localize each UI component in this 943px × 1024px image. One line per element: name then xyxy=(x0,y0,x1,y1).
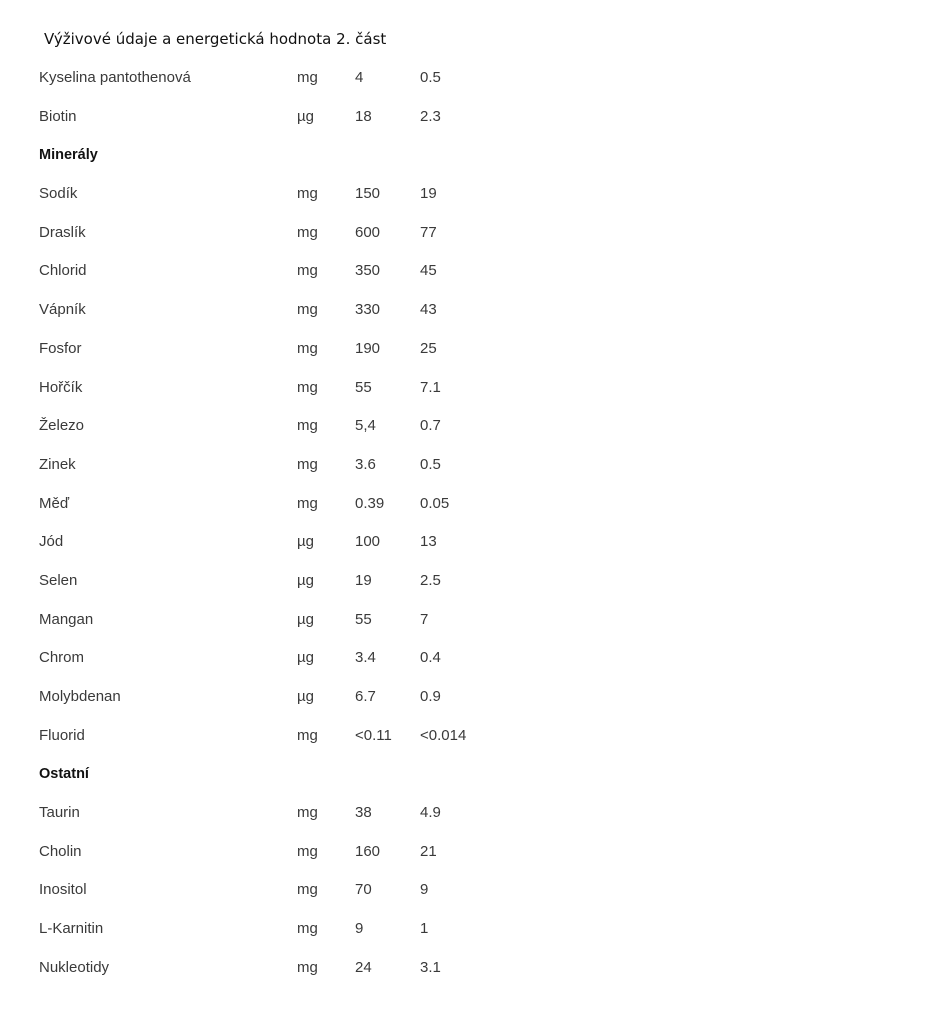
table-row xyxy=(39,678,539,717)
table-row xyxy=(39,175,539,214)
nutrient-unit: µg xyxy=(297,688,314,705)
nutrient-value-1: 150 xyxy=(355,185,381,203)
nutrient-name: Zinek xyxy=(39,455,76,473)
nutrient-name: Selen xyxy=(39,571,78,589)
nutrient-value-1: 19 xyxy=(355,571,372,589)
nutrient-name: Fosfor xyxy=(39,339,82,357)
nutrient-value-2: 1 xyxy=(420,920,429,938)
nutrient-value-2: 0.5 xyxy=(420,455,441,473)
nutrient-value-1: 330 xyxy=(355,301,381,319)
table-row xyxy=(39,871,539,910)
nutrient-value-2: 0.05 xyxy=(420,494,450,512)
nutrient-unit: mg xyxy=(297,378,318,396)
nutrient-value-2: 7 xyxy=(420,610,429,628)
table-row xyxy=(39,485,539,524)
nutrient-unit: mg xyxy=(297,804,318,822)
nutrient-unit: mg xyxy=(297,842,318,860)
nutrient-name: Mangan xyxy=(39,610,94,628)
nutrient-value-1: 18 xyxy=(355,107,372,125)
nutrient-value-1: 9 xyxy=(355,920,364,938)
nutrient-value-1: 3.4 xyxy=(355,649,376,667)
section-heading xyxy=(39,136,539,175)
nutrient-value-2: 19 xyxy=(420,185,437,203)
table-row xyxy=(39,214,539,253)
nutrient-unit: mg xyxy=(297,958,318,976)
nutrient-value-2: 0.5 xyxy=(420,69,441,86)
nutrient-unit: mg xyxy=(297,455,318,473)
nutrient-unit: mg xyxy=(297,301,318,319)
nutrient-unit: mg xyxy=(297,223,318,241)
table-row xyxy=(39,833,539,872)
nutrient-unit: mg xyxy=(297,417,318,435)
nutrient-value-2: 0.4 xyxy=(420,649,441,667)
nutrient-name: Kyselina pantothenová xyxy=(39,69,191,86)
nutrient-value-2: 77 xyxy=(420,223,437,241)
nutrient-unit: mg xyxy=(297,262,318,280)
nutrient-value-2: 13 xyxy=(420,533,437,551)
section-heading-label: Ostatní xyxy=(39,766,89,783)
table-row xyxy=(39,794,539,833)
nutrient-unit: µg xyxy=(297,533,314,551)
nutrient-unit: µg xyxy=(297,107,314,125)
section-heading xyxy=(39,755,539,794)
nutrient-value-2: 45 xyxy=(420,262,437,280)
nutrient-value-1: <0.11 xyxy=(355,726,392,744)
nutrient-value-1: 350 xyxy=(355,262,381,280)
nutrient-name: Inositol xyxy=(39,881,87,899)
nutrient-value-1: 6.7 xyxy=(355,688,376,705)
nutrient-name: Fluorid xyxy=(39,726,85,744)
nutrient-unit: mg xyxy=(297,69,318,86)
nutrient-name: Nukleotidy xyxy=(39,958,110,976)
nutrient-unit: mg xyxy=(297,726,318,744)
table-row xyxy=(39,601,539,640)
page-title: Výživové údaje a energetická hodnota 2. část xyxy=(44,30,387,48)
table-row xyxy=(39,407,539,446)
nutrient-name: Cholin xyxy=(39,842,82,860)
table-row xyxy=(39,639,539,678)
table-row xyxy=(39,59,539,98)
table-row xyxy=(39,717,539,756)
table-row xyxy=(39,910,539,949)
nutrient-name: Taurin xyxy=(39,804,80,822)
nutrient-value-2: 2.5 xyxy=(420,571,441,589)
nutrient-name: Chrom xyxy=(39,649,85,667)
nutrient-value-2: <0.014 xyxy=(420,726,467,744)
nutrient-unit: mg xyxy=(297,494,318,512)
table-row xyxy=(39,252,539,291)
nutrient-name: Vápník xyxy=(39,301,86,319)
nutrient-value-1: 3.6 xyxy=(355,455,376,473)
section-heading-label: Minerály xyxy=(39,147,98,164)
nutrient-unit: µg xyxy=(297,649,314,667)
nutrient-name: Měď xyxy=(39,494,70,512)
nutrient-value-2: 7.1 xyxy=(420,378,441,396)
nutrient-name: Železo xyxy=(39,417,85,435)
table-row xyxy=(39,291,539,330)
nutrient-value-1: 5,4 xyxy=(355,417,376,435)
table-row xyxy=(39,523,539,562)
nutrient-unit: mg xyxy=(297,920,318,938)
nutrient-name: Molybdenan xyxy=(39,688,121,705)
table-row xyxy=(39,369,539,408)
nutrient-value-1: 0.39 xyxy=(355,494,385,512)
table-row xyxy=(39,949,539,988)
nutrient-value-2: 9 xyxy=(420,881,429,899)
nutrient-value-2: 21 xyxy=(420,842,437,860)
nutrient-value-1: 160 xyxy=(355,842,381,860)
nutrient-value-2: 0.7 xyxy=(420,417,441,435)
nutrient-name: Jód xyxy=(39,533,64,551)
table-row xyxy=(39,562,539,601)
nutrient-value-1: 190 xyxy=(355,339,381,357)
table-row xyxy=(39,330,539,369)
table-row xyxy=(39,446,539,485)
nutrient-name: L-Karnitin xyxy=(39,920,104,938)
nutrient-unit: µg xyxy=(297,610,314,628)
nutrient-value-2: 0.9 xyxy=(420,688,441,705)
nutrient-value-1: 600 xyxy=(355,223,381,241)
nutrient-name: Draslík xyxy=(39,223,86,241)
nutrient-value-1: 24 xyxy=(355,958,372,976)
nutrient-value-1: 70 xyxy=(355,881,372,899)
nutrient-value-2: 4.9 xyxy=(420,804,441,822)
nutrient-value-1: 38 xyxy=(355,804,372,822)
nutrient-value-1: 55 xyxy=(355,378,372,396)
nutrient-unit: mg xyxy=(297,881,318,899)
nutrient-unit: mg xyxy=(297,339,318,357)
nutrient-value-1: 100 xyxy=(355,533,381,551)
nutrient-value-2: 3.1 xyxy=(420,958,441,976)
nutrient-unit: mg xyxy=(297,185,318,203)
nutrient-value-2: 43 xyxy=(420,301,437,319)
nutrient-value-1: 55 xyxy=(355,610,372,628)
table-row xyxy=(39,98,539,137)
nutrient-name: Hořčík xyxy=(39,378,83,396)
nutrition-table xyxy=(39,59,539,988)
nutrient-unit: µg xyxy=(297,571,314,589)
nutrient-value-2: 25 xyxy=(420,339,437,357)
nutrient-name: Chlorid xyxy=(39,262,87,280)
nutrient-value-1: 4 xyxy=(355,69,364,86)
nutrient-name: Sodík xyxy=(39,185,78,203)
nutrient-value-2: 2.3 xyxy=(420,107,441,125)
nutrient-name: Biotin xyxy=(39,107,77,125)
